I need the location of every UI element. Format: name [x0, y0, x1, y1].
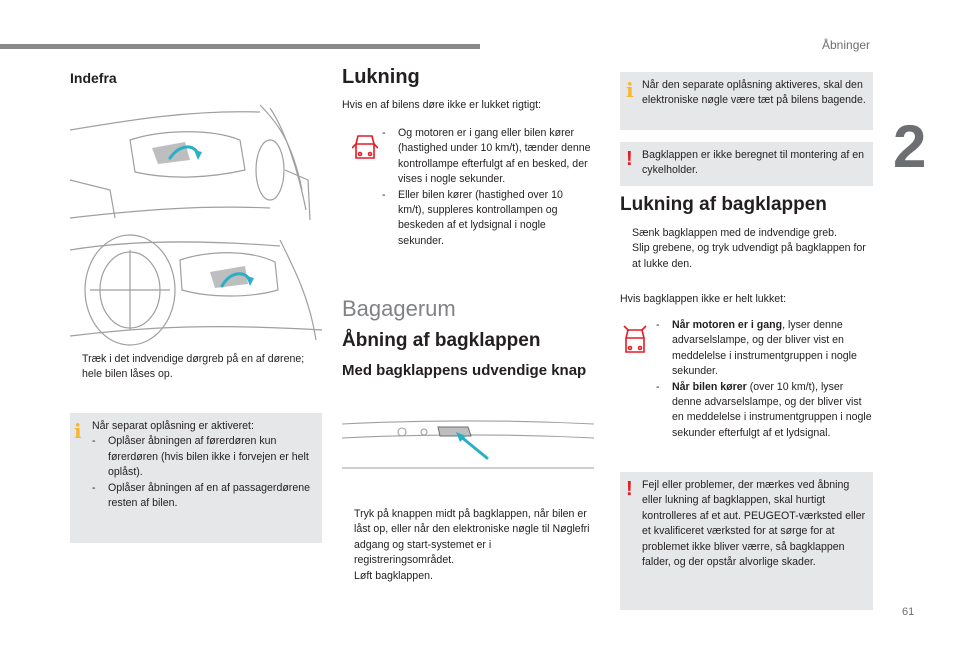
col2-bullet-text: Tryk på knappen midt på bagklappen, når bilen er låst op, eller når den elektroniske nøgle til Nøglefri adgang og start-systemet er i registreringsområdet.	[354, 508, 590, 567]
list-item	[342, 507, 594, 569]
info-box	[620, 72, 873, 130]
warning-box	[620, 142, 873, 186]
heading-lukning-bagklappen: Lukning af bagklappen	[620, 194, 827, 215]
bullet-glyph	[620, 226, 632, 241]
bullet-glyph	[620, 241, 632, 272]
warning-icon: !	[626, 478, 633, 500]
warning-text: Fejl eller problemer, der mærkes ved åbning eller lukning af bagklappen, skal hurtigt kontrolleres af et aut. PEUGEOT-værksted eller et kvalificeret værksted for at sørge for at problemet ikke bliver værre, så bagklappen falder, og der opstår alvorlige skader.	[642, 479, 866, 569]
list-item	[342, 569, 594, 584]
alert-bold: Når bilen kører	[672, 380, 747, 393]
warning-text: Bagklappen er ikke beregnet til montering af en cykelholder.	[642, 149, 865, 177]
tailgate-button-illustration	[342, 410, 594, 474]
list-item	[382, 188, 592, 250]
warning-box	[620, 472, 873, 610]
bullet-glyph	[342, 569, 354, 584]
col3-bullet-text: Slip grebene, og tryk udvendigt på bagklappen for at lukke den.	[632, 242, 866, 270]
list-item	[92, 434, 318, 480]
bagklappen-intro: Hvis bagklappen ikke er helt lukket:	[620, 293, 787, 305]
list-item	[92, 481, 318, 512]
list-item	[620, 241, 874, 272]
heading-udvendige-knap: Med bagklappens udvendige knap	[342, 362, 587, 379]
list-item	[656, 318, 874, 380]
dash-glyph: -	[382, 127, 386, 139]
info-item-text: Oplåser åbningen af en af passagerdørene resten af bilen.	[108, 481, 311, 510]
bullet-glyph	[342, 507, 354, 569]
heading-lukning: Lukning	[342, 66, 420, 88]
lukning-intro: Hvis en af bilens døre ikke er lukket rigtigt:	[342, 99, 542, 111]
list-item	[382, 126, 592, 188]
info-icon: i	[74, 419, 82, 443]
dash-glyph: -	[92, 481, 96, 494]
alert-item-text: Og motoren er i gang eller bilen kører (hastighed under 10 km/t), tænder denne kontrollampe efterfulgt af en besked, der vises i nogle sekunder.	[398, 127, 591, 186]
dash-glyph: -	[92, 435, 96, 448]
alert-text: (over 10 km/t), lyser denne advarselslampe, og der bliver vist en meddelelse i instrumentgruppen i nogle sekunder efterfulgt af et lydsignal.	[672, 380, 872, 439]
heading-aabning: Åbning af bagklappen	[342, 330, 541, 351]
heading-indefra: Indefra	[70, 70, 117, 86]
tailgate-open-alert-icon	[622, 324, 648, 356]
chapter-number: 2	[893, 113, 927, 180]
section-bagagerum: Bagagerum	[342, 296, 456, 321]
col2-bullet-text: Løft bagklappen.	[354, 569, 433, 582]
dash-glyph: -	[656, 319, 660, 331]
door-handle-illustration	[70, 100, 322, 348]
info-box	[70, 413, 322, 543]
info-text: Når den separate oplåsning aktiveres, skal den elektroniske nøgle være tæt på bilens bagende.	[642, 79, 866, 107]
alert-text: , lyser denne advarselslampe, og der bliver vist en meddelelse i instrumentgruppen i nogle sekunder.	[672, 319, 857, 378]
info-item-text: Oplåser åbningen af førerdøren kun førerdøren (hvis bilen ikke i forvejen er helt oplåst).	[108, 435, 309, 479]
col3-bullet-text: Sænk bagklappen med de indvendige greb.	[632, 227, 837, 239]
interior-illustration	[70, 100, 322, 348]
alert-bold: Når motoren er i gang	[672, 319, 783, 331]
dash-glyph: -	[382, 188, 386, 201]
alert-item-text: Eller bilen kører (hastighed over 10 km/t), suppleres kontrollampen og beskeden af et lydsignal i nogle sekunder.	[398, 188, 563, 247]
col1-bullet-text: Træk i det indvendige dørgreb på en af dørene; hele bilen låses op.	[82, 353, 305, 381]
info-intro: Når separat oplåsning er aktiveret:	[92, 420, 254, 432]
info-icon: i	[626, 78, 634, 102]
chapter-title: Åbninger	[822, 38, 871, 52]
list-item	[70, 352, 320, 383]
page-number: 61	[902, 606, 915, 618]
door-open-alert-icon	[352, 130, 378, 162]
bullet-glyph	[70, 352, 82, 383]
dash-glyph: -	[656, 380, 660, 393]
list-item	[656, 380, 874, 442]
header-bar	[0, 44, 480, 49]
warning-icon: !	[626, 148, 633, 170]
list-item	[620, 226, 874, 241]
